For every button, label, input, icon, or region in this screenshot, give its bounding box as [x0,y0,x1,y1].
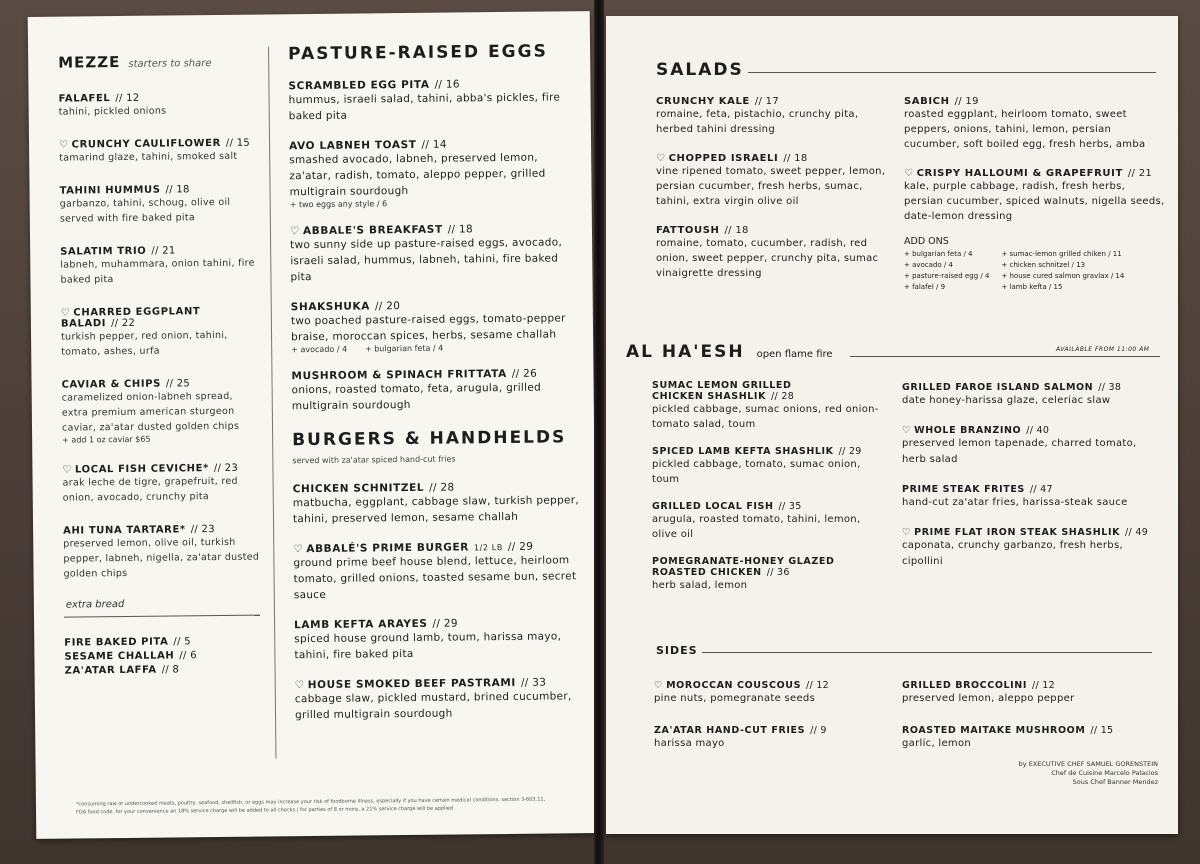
item-description: smashed avocado, labneh, preserved lemon, za'atar, radish, tomato, aleppo pepper, grilled multigrain sourdough [289,151,546,199]
addon-item: + lamb kefta / 15 [1001,283,1063,291]
item-description: kale, purple cabbage, radish, fresh herbs, persian cucumber, spiced walnuts, nigella seeds, date-lemon dressing [904,181,1165,222]
item-name [902,725,1162,736]
chef-credits [1019,760,1158,787]
item-name [902,425,1162,436]
right-menu-page [606,16,1178,834]
item-name [904,168,1166,179]
item-description: matbucha, eggplant, cabbage slaw, turkish pepper, tahini, preserved lemon, sesame challah [292,494,580,526]
addons-list [904,249,1166,293]
menu-item [289,137,580,209]
item-description: spiced house ground lamb, toum, harissa mayo, tahini, fire baked pita [294,630,562,662]
menu-item [654,680,884,707]
menu-item [64,636,264,649]
burgers-title: BURGERS & HANDHELDS [292,427,567,451]
item-price: // 18 [447,223,474,236]
item-name [652,556,882,578]
heart-icon: ♡ [293,543,304,556]
menu-item [652,446,882,487]
item-price: // 25 [165,378,191,390]
item-description: caramelized onion-labneh spread, extra premium american sturgeon caviar, za'atar dusted golden chips [61,390,240,434]
item-description: ground prime beef house blend, lettuce, heirloom tomato, grilled onions, toasted sesame bun, secret sauce [293,554,577,602]
sides-rule [702,652,1152,653]
item-price: // 29 [838,446,862,457]
menu-item [62,463,262,506]
item-name-text-line2: ROASTED CHICKEN [652,567,762,578]
item-name-text: LOCAL FISH CEVICHE* [74,463,209,476]
heart-icon: ♡ [62,464,73,476]
item-price: // 6 [179,650,197,662]
addon-item: + avocado / 4 [904,261,953,269]
item-price: // 8 [161,664,180,676]
item-description: arugula, roasted tomato, tahini, lemon, olive oil [652,514,861,540]
item-description: garbanzo, tahini, schoug, olive oil served with fire baked pita [59,196,231,225]
item-name-text: SHAKSHUKA [290,300,370,314]
extra-bread-label: extra bread [65,598,125,611]
sides-list-2 [902,680,1162,752]
alhaesh-subtitle: open flame fire [756,349,833,360]
menu-item [293,540,584,603]
menu-item [652,380,882,432]
menu-item [902,382,1162,409]
item-name-text: SABICH [904,96,950,107]
item-name-text: TAHINI HUMMUS [59,184,161,197]
item-name-text: SCRAMBLED EGG PITA [288,78,430,93]
item-name-text: CRISPY HALLOUMI & GRAPEFRUIT [916,168,1123,179]
item-name-text: POMEGRANATE-HONEY GLAZED [652,556,835,567]
item-price: // 40 [1026,425,1050,436]
item-description: tahini, pickled onions [58,105,167,118]
item-name-text: CHOPPED ISRAELI [668,153,779,164]
addons-left [904,249,989,293]
item-description: roasted eggplant, heirloom tomato, sweet peppers, onions, tahini, lemon, persian cucumber, soft boiled egg, fresh herbs, amba [904,109,1146,150]
addon-item: + bulgarian feta / 4 [904,250,973,258]
item-name-text: AVO LABNEH TOAST [289,138,417,153]
heart-icon: ♡ [294,679,305,692]
menu-item [654,725,884,752]
item-name-text: ABBALÉ'S PRIME BURGER [306,541,469,556]
alhaesh-list-2 [902,382,1162,570]
mezze-header [58,51,258,72]
item-name [652,446,882,457]
item-price: // 12 [1031,680,1055,691]
item-name-text: CRUNCHY KALE [656,96,750,107]
item-description: cabbage slaw, pickled mustard, brined cucumber, grilled multigrain sourdough [294,690,572,722]
item-price: // 17 [754,96,780,107]
menu-item [904,96,1166,152]
menu-item [652,556,882,593]
item-name-text: WHOLE BRANZINO [914,425,1022,436]
item-description: pickled cabbage, sumac onions, red onion-tomato salad, toum [652,404,879,430]
mezze-title: MEZZE [58,52,121,72]
item-name-text: AHI TUNA TARTARE* [63,524,186,537]
item-description: preserved lemon, olive oil, turkish pepper, labneh, nigella, za'atar dusted golden chips [63,536,260,580]
item-name [656,96,886,107]
item-price: // 21 [151,245,176,257]
item-price: // 14 [421,138,447,151]
sides-col-2 [902,680,1162,770]
addon-item: + chicken schnitzel / 13 [1001,261,1086,269]
burgers-subtitle: served with za'atar spiced hand-cut fries [292,454,456,466]
item-price: // 35 [778,501,802,512]
item-description: vine ripened tomato, sweet pepper, lemon, persian cucumber, fresh herbs, sumac, tahini, extra virgin olive oil [656,166,886,207]
menu-item [656,153,886,209]
menu-item [902,484,1162,511]
item-description: labneh, muhammara, onion tahini, fire baked pita [60,257,255,286]
item-name [65,664,265,677]
item-name-text: SPICED LAMB KEFTA SHASHLIK [652,446,834,457]
item-name-text: GRILLED LOCAL FISH [652,501,774,512]
item-name-text: MOROCCAN COUSCOUS [666,680,802,691]
menu-item [293,480,583,527]
item-name-text: LAMB KEFTA ARAYES [294,617,428,632]
item-description: harissa mayo [654,738,725,749]
eggs-title: PASTURE-RAISED EGGS [288,41,548,65]
eggs-list [288,77,581,414]
item-name [652,380,882,402]
item-description: romaine, feta, pistachio, crunchy pita, herbed tahini dressing [656,109,859,135]
mezze-subtitle: starters to share [128,58,212,70]
item-price: // 5 [173,636,191,648]
item-price: // 49 [1125,527,1149,538]
addon-item: + pasture-raised egg / 4 [904,272,990,280]
item-name-text: FALAFEL [58,93,111,105]
item-description: preserved lemon tapenade, charred tomato, herb salad [902,438,1137,465]
item-price: // 47 [1029,484,1053,495]
mezze-section [58,51,265,680]
alhaesh-header [626,342,833,362]
item-name [656,153,886,164]
item-name [904,96,1166,107]
item-description: caponata, crunchy garbanzo, fresh herbs, cipollini [902,540,1123,567]
menu-item [59,92,259,120]
menu-item [904,168,1166,224]
item-addon: + avocado / 4 + bulgarian feta / 4 [291,343,444,355]
burgers-list [293,480,585,723]
item-name [61,306,261,330]
item-name-text: SESAME CHALLAH [64,650,175,663]
bread-list [64,636,264,677]
alhaesh-note: AVAILABLE FROM 11:00 AM [1056,346,1150,353]
item-price: // 15 [1090,725,1114,736]
item-price: // 22 [110,317,136,330]
menu-item [902,425,1162,468]
item-description: garlic, lemon [902,738,972,749]
heart-icon: ♡ [656,153,666,164]
menu-item [60,245,260,288]
item-description: two sunny side up pasture-raised eggs, avocado, israeli salad, hummus, labneh, tahini, fire baked pita [290,236,563,284]
addon-item: + falafel / 9 [904,283,946,291]
menu-item [291,367,581,414]
menu-item [652,501,882,542]
item-price: // 18 [724,225,749,236]
eggs-section [288,41,585,739]
item-name [902,680,1162,691]
heart-icon: ♡ [902,527,912,538]
item-price: // 36 [766,567,790,578]
alhaesh-col-2 [902,382,1162,586]
salads-rule [748,72,1156,73]
item-name-text: GRILLED BROCCOLINI [902,680,1027,691]
item-name-text: ABBALE'S BREAKFAST [302,223,443,238]
salads-col-2 [904,96,1166,293]
menu-item [65,664,265,677]
item-name-text: GRILLED FAROE ISLAND SALMON [902,382,1094,393]
item-name [64,650,264,663]
alhaesh-title: AL HA'ESH [626,342,745,362]
item-name-text: ROASTED MAITAKE MUSHROOM [902,725,1086,736]
item-price: // 28 [429,481,455,494]
menu-spine [594,0,604,864]
item-name-text: HOUSE SMOKED BEEF PASTRAMI [307,676,516,692]
addon-item: + sumac-lemon grilled chiken / 11 [1001,250,1122,258]
left-menu-page [28,11,599,839]
item-description: romaine, tomato, cucumber, radish, red onion, sweet pepper, crunchy pita, sumac vinaigrette dressing [656,238,879,279]
item-name [656,225,886,236]
salads-title: SALADS [656,60,744,80]
menu-item [288,77,578,124]
item-price: // 29 [432,617,458,630]
item-price: // 20 [374,300,401,313]
item-name-text: MUSHROOM & SPINACH FRITTATA [291,367,507,383]
item-name [64,636,264,649]
item-name [902,382,1162,393]
item-name-text: CRUNCHY CAULIFLOWER [71,137,221,151]
menu-item [64,650,264,663]
item-price: // 18 [783,153,808,164]
item-description: pickled cabbage, tomato, sumac onion, toum [652,459,861,485]
menu-item [902,725,1162,752]
item-description: pine nuts, pomegranate seeds [654,693,816,704]
salads-list-2 [904,96,1166,224]
item-name [902,484,1162,495]
item-name-text: CAVIAR & CHIPS [61,378,161,391]
heart-icon: ♡ [654,680,664,691]
menu-item [656,225,886,281]
item-name-text: PRIME FLAT IRON STEAK SHASHLIK [914,527,1121,538]
item-price: // 12 [806,680,830,691]
item-name-text: CHARRED EGGPLANT BALADI [60,306,201,330]
alhaesh-list-1 [652,380,882,593]
heart-icon: ♡ [58,139,69,151]
item-name [652,501,882,512]
item-addon: + add 1 oz caviar $65 [62,434,151,445]
mezze-list [59,92,264,582]
item-price: // 28 [771,391,795,402]
item-price: // 18 [165,184,190,196]
item-description: onions, roasted tomato, feta, arugula, grilled multigrain sourdough [291,381,542,413]
legal-footnote: *consuming raw or undercooked meats, poultry, seafood, shellfish, or eggs may increase your risk of foodborne illness, especially if you have certain medical conditions. section 3-603.11, FDA food code. for your convenience an 18% service charge will be added to all checks | for parties of 8 or more, a 21% service charge will be applied [75,796,546,816]
item-price: // 26 [511,367,538,380]
salads-col-1 [656,96,886,297]
item-name-text: ZA'ATAR HAND-CUT FRIES [654,725,806,736]
item-description: turkish pepper, red onion, tahini, tomato, ashes, urfa [61,329,228,358]
alhaesh-col-1 [652,380,882,607]
item-price: // 23 [190,524,215,536]
item-name [902,527,1162,538]
item-name-text: ZA'ATAR LAFFA [64,664,157,677]
item-description: two poached pasture-raised eggs, tomato-pepper braise, moroccan spices, herbs, sesame challah [290,312,566,344]
item-name-text: SALATIM TRIO [60,245,147,258]
menu-item [902,680,1162,707]
menu-item [61,306,262,360]
item-price: // 15 [225,137,251,149]
item-description: arak leche de tigre, grapefruit, red onion, avocado, crunchy pita [62,475,238,504]
heart-icon: ♡ [902,425,912,436]
addons-label: ADD ONS [904,236,949,247]
item-description: hummus, israeli salad, tahini, abba's pickles, fire baked pita [288,91,561,123]
item-price: // 12 [115,92,140,105]
item-description: herb salad, lemon [652,580,748,591]
item-name-text: FATTOUSH [656,225,720,236]
extra-bread-divider [64,615,260,618]
menu-item [294,616,584,663]
credit-line: by EXECUTIVE CHEF SAMUEL GORENSTEIN [1018,760,1158,768]
alhaesh-rule [850,356,1160,357]
item-description: date honey-harissa glaze, celeriac slaw [902,395,1111,406]
item-name [654,680,884,691]
addons-right [1001,249,1124,293]
sides-list-1 [654,680,884,752]
item-name-text: SUMAC LEMON GRILLED [652,380,792,391]
heart-icon: ♡ [60,307,71,319]
item-price: // 29 [507,540,534,553]
item-description: hand-cut za'atar fries, harissa-steak sauce [902,497,1128,508]
item-price: // 23 [213,462,239,475]
item-description: preserved lemon, aleppo pepper [902,693,1075,704]
menu-item [290,222,581,285]
item-name [654,725,884,736]
menu-item [295,676,585,723]
menu-item [62,378,263,445]
credit-line: Sous Chef Banner Mendez [1072,778,1158,786]
menu-item [63,524,264,582]
sides-col-1 [654,680,884,770]
item-price: // 38 [1098,382,1122,393]
sides-title: SIDES [656,644,698,657]
item-name-text-line2: CHICKEN SHASHLIK [652,391,767,402]
menu-item [291,298,582,354]
column-divider [268,46,276,758]
item-name-text: PRIME STEAK FRITES [902,484,1025,495]
item-description: tamarind glaze, tahini, smoked salt [59,150,238,164]
credit-line: Chef de Cuisine Marcelo Palacios [1051,769,1158,777]
menu-item [59,184,259,227]
item-name-text: CHICKEN SCHNITZEL [292,481,425,496]
item-name-text: FIRE BAKED PITA [64,636,169,649]
item-price: // 19 [954,96,979,107]
item-size: 1/2 LB [473,543,503,553]
addon-item: + house cured salmon gravlax / 14 [1001,272,1125,280]
heart-icon: ♡ [904,168,914,179]
item-price: // 16 [434,78,460,91]
salads-list-1 [656,96,886,281]
heart-icon: ♡ [289,225,301,238]
menu-item [59,138,259,166]
menu-item [902,527,1162,570]
menu-item [656,96,886,137]
item-price: // 33 [520,676,547,689]
item-price: // 21 [1127,168,1153,179]
item-addon: + two eggs any style / 6 [289,199,388,210]
item-price: // 9 [810,725,827,736]
